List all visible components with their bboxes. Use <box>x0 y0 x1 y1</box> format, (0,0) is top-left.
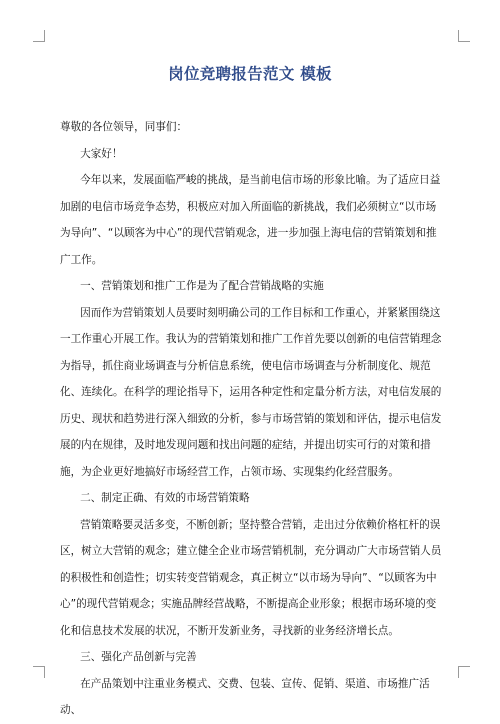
section-heading-1: 一、营销策划和推广工作是为了配合营销战略的实施 <box>80 280 324 292</box>
paragraph-section-3: 在产品策划中注重业务模式、交费、包装、宣传、促销、渠道、市场推广活动、 <box>60 677 430 716</box>
paragraph-section-1: 因而作为营销策划人员要时刻明确公司的工作目标和工作重心，并紧紧围绕这一工作重心开展工作。我认为的营销策划和推广工作首先要以创新的电信营销理念为指导，抓住商业场调查与分析信息系统，使电信市场调查与分析制度化、规范化、连续化。在科学的理论指导下，运用各种定性和定量分析方法，对电信发展的历史、现状和趋势进行深入细致的分析，参与市场营销的策划和评估，提示电信发展的内在规律，及时地发现问题和找出问题的症结，并提出切实可行的对策和措施，为企业更好地搞好市场经营工作，占领市场、实现集约化经营服务。 <box>60 306 442 478</box>
section-heading-2: 二、制定正确、有效的市场营销策略 <box>80 492 250 504</box>
salutation: 尊敬的各位领导，同事们： <box>60 121 188 133</box>
crop-mark-top-left <box>33 30 45 42</box>
paragraph-section-2: 营销策略要灵活多变，不断创新；坚持整合营销，走出过分依赖价格杠杆的误区，树立大营销的观念；建立健全企业市场营销机制，充分调动广大市场营销人员的积极性和创造性；切实转变营销观念，真正树立“以市场为导向”、“以顾客为中心”的现代营销观念；实施品牌经营战略，不断提高企业形象；根据市场环境的变化和信息技术发展的状况，不断开发新业务，寻找新的业务经济增长点。 <box>60 518 442 637</box>
crop-mark-top-right <box>458 30 470 42</box>
paragraph-intro: 今年以来，发展面临严峻的挑战，是当前电信市场的形象比喻。为了适应日益加剧的电信市场竞争态势，积极应对加入所面临的新挑战，我们必须树立“以市场为导向”、“以顾客为中心”的现代营销观念，进一步加强上海电信的营销策划和推广工作。 <box>60 174 441 266</box>
crop-mark-bottom-left <box>33 666 45 678</box>
greeting: 大家好！ <box>80 147 123 160</box>
document-body <box>60 114 446 724</box>
crop-mark-bottom-right <box>458 666 470 678</box>
section-heading-3: 三、强化产品创新与完善 <box>80 651 197 663</box>
document-title: 岗位竞聘报告范文 模板 <box>168 65 332 83</box>
